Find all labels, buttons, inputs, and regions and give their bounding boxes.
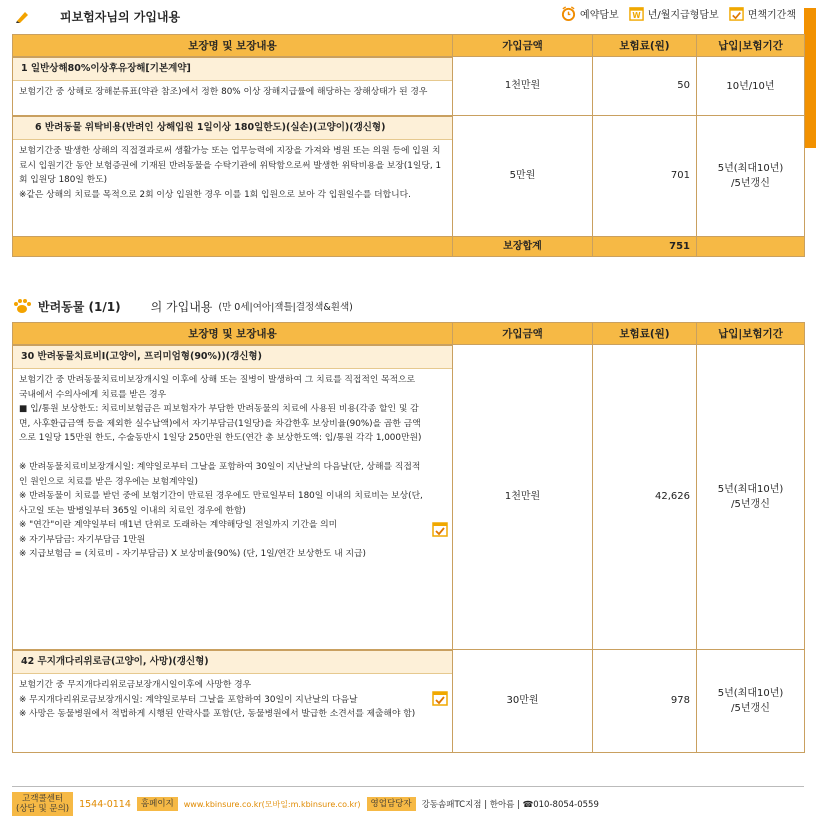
total-value: 751 (593, 237, 697, 257)
pet-title: 반려동물 (1/1) (38, 299, 121, 314)
agent-label: 영업담당자 (367, 797, 416, 811)
footer (12, 792, 599, 816)
item-premium: 978 (593, 650, 697, 753)
homepage-label: 홈페이지 (137, 797, 178, 811)
table-row (13, 116, 805, 237)
side-tab[interactable] (804, 8, 816, 148)
item-title: 42 무지개다리위로금(고양이, 사망)(갱신형) (13, 650, 452, 674)
item-premium: 42,626 (593, 345, 697, 650)
item-title: 1 일반상해80%이상후유장해[기본계약] (13, 57, 452, 81)
agent-info: 강동솜패TC지점 | 한아름 | ☎010-8054-0559 (421, 800, 599, 810)
item-body: 보험기간 중 반려동물치료비보장개시일 이후에 상해 또는 질병이 발생하여 그 치료를 직접적인 목적으로 국내에서 수의사에게 치료를 받은 경우 ■ 입/통원 보상한도: 치료비보험금은 피보험자가 부담한 반려동물의 치료에 사용된 비용(각종 할인 및 감면, 사후환급금액 등을 제외한 실수납액)에서 자기부담금(1일당)을 차감한후 보상비율(90%)을 곱한 금액으로 1일당 15만원 한도, 수술동반시 1일당 250만원 한도(연간 총 보상한도액: 입/통원 각각 1,000만원) ※ 반려동물치료비보장개시일: 계약일로부터 그날을 포함하여 30일이 지난날의 다음날(단, 상해를 직접적인 원인으로 치료를 받은 경우에는 보험계약일) ※ 반려동물이 치료를 받던 중에 보험기간이 만료된 경우에도 만료일부터 180일 이내의 치료비는 보상(단, 사고일 또는 발병일부터 365일 이내의 치료인 경우에 한함) ※ "연간"이란 계약일부터 매1년 단위로 도래하는 계약해당일 전일까지 기간을 의미 ※ 자기부담금: 자기부담금 1만원 ※ 지급보험금 = (치료비 - 자기부담금) X 보상비율(90%) (단, 1일/연간 보상한도 내 지급) (19, 375, 423, 559)
homepage-link[interactable]: www.kbinsure.co.kr(모바일:m.kbinsure.co.kr) (183, 799, 361, 809)
col-header-period: 납입|보험기간 (697, 323, 805, 345)
calendar-w-icon (629, 6, 644, 21)
legend (561, 6, 796, 21)
item-period: 5년(최대10년) /5년갱신 (697, 345, 805, 650)
table-row (13, 345, 805, 650)
legend-item-reserved: 예약담보 (561, 6, 619, 21)
pet-section-header (12, 298, 353, 314)
alarm-clock-icon (561, 6, 576, 21)
legend-item-exemption: 면책기간책 (729, 6, 796, 21)
item-premium: 701 (593, 116, 697, 237)
item-amount: 1천만원 (453, 57, 593, 116)
coverage-table-pet (12, 322, 805, 753)
table-row (13, 57, 805, 116)
total-row (13, 237, 805, 257)
item-body: 보험기간 중 상해로 장해분류표(약관 참조)에서 정한 80% 이상 장해지급률에 해당하는 장해상태가 된 경우 (19, 87, 428, 97)
section-title: 피보험자님의 가입내용 (60, 9, 181, 24)
svg-text:W: W (632, 11, 641, 21)
col-header-coverage: 보장명 및 보장내용 (13, 323, 453, 345)
col-header-amount: 가입금액 (453, 35, 593, 57)
section-header (14, 6, 180, 26)
calendar-check-icon (432, 521, 448, 537)
legend-item-annual: W 년/월지급형담보 (629, 6, 719, 21)
footer-divider (12, 786, 804, 787)
col-header-coverage: 보장명 및 보장내용 (13, 35, 453, 57)
pet-info: (만 0세|여아|잭틀|결정색&흰색) (218, 302, 353, 313)
item-period: 5년(최대10년) /5년갱신 (697, 650, 805, 753)
table-header-row (13, 323, 805, 345)
item-title: 30 반려동물치료비Ⅰ(고양이, 프리미엄형(90%))(갱신형) (13, 345, 452, 369)
calendar-check-icon (432, 690, 448, 706)
total-label: 보장합계 (453, 237, 593, 257)
col-header-period: 납입|보험기간 (697, 35, 805, 57)
coverage-table-insured (12, 34, 805, 257)
pet-subtitle: 의 가입내용 (150, 299, 213, 314)
table-header-row (13, 35, 805, 57)
item-body: 보험기간중 발생한 상해의 직접결과로써 생활가능 또는 업무능력에 지장을 가져와 병원 또는 의원 등에 입원 치료시 입원기간 동안 보험증권에 기재된 반려동물을 수탁기관에 위탁함으로써 발생한 위탁비용을 보장(1일당, 1회 입원당 180일 한도) ※같은 상해의 치료를 목적으로 2회 이상 입원한 경우 이를 1회 입원으로 보아 각 입원일수를 더합니다. (19, 146, 442, 200)
calendar-check-icon (729, 6, 744, 21)
item-amount: 30만원 (453, 650, 593, 753)
item-amount: 1천만원 (453, 345, 593, 650)
item-premium: 50 (593, 57, 697, 116)
paw-icon (12, 297, 32, 315)
item-body: 보험기간 중 무지개다리위로금보장개시일이후에 사망한 경우 ※ 무지개다리위로금보장개시일: 계약일로부터 그날을 포함하여 30일이 지난날의 다음날 ※ 사망은 동물병원에서 적법하게 시행된 안락사를 포함(단, 동물병원에서 발급한 소견서를 제출해야 함) (19, 680, 416, 719)
item-title: 6 반려동물 위탁비용(반려인 상해입원 1일이상 180일한도)(실손)(고양이)(갱신형) (13, 116, 452, 140)
call-center-phone[interactable]: 1544-0114 (79, 798, 131, 810)
item-period: 5년(최대10년) /5년갱신 (697, 116, 805, 237)
call-center-label: 고객콜센터 (상담 및 문의) (12, 792, 73, 816)
table-row (13, 650, 805, 753)
pencil-icon (14, 8, 32, 24)
item-period: 10년/10년 (697, 57, 805, 116)
col-header-amount: 가입금액 (453, 323, 593, 345)
item-amount: 5만원 (453, 116, 593, 237)
col-header-premium: 보험료(원) (593, 35, 697, 57)
col-header-premium: 보험료(원) (593, 323, 697, 345)
